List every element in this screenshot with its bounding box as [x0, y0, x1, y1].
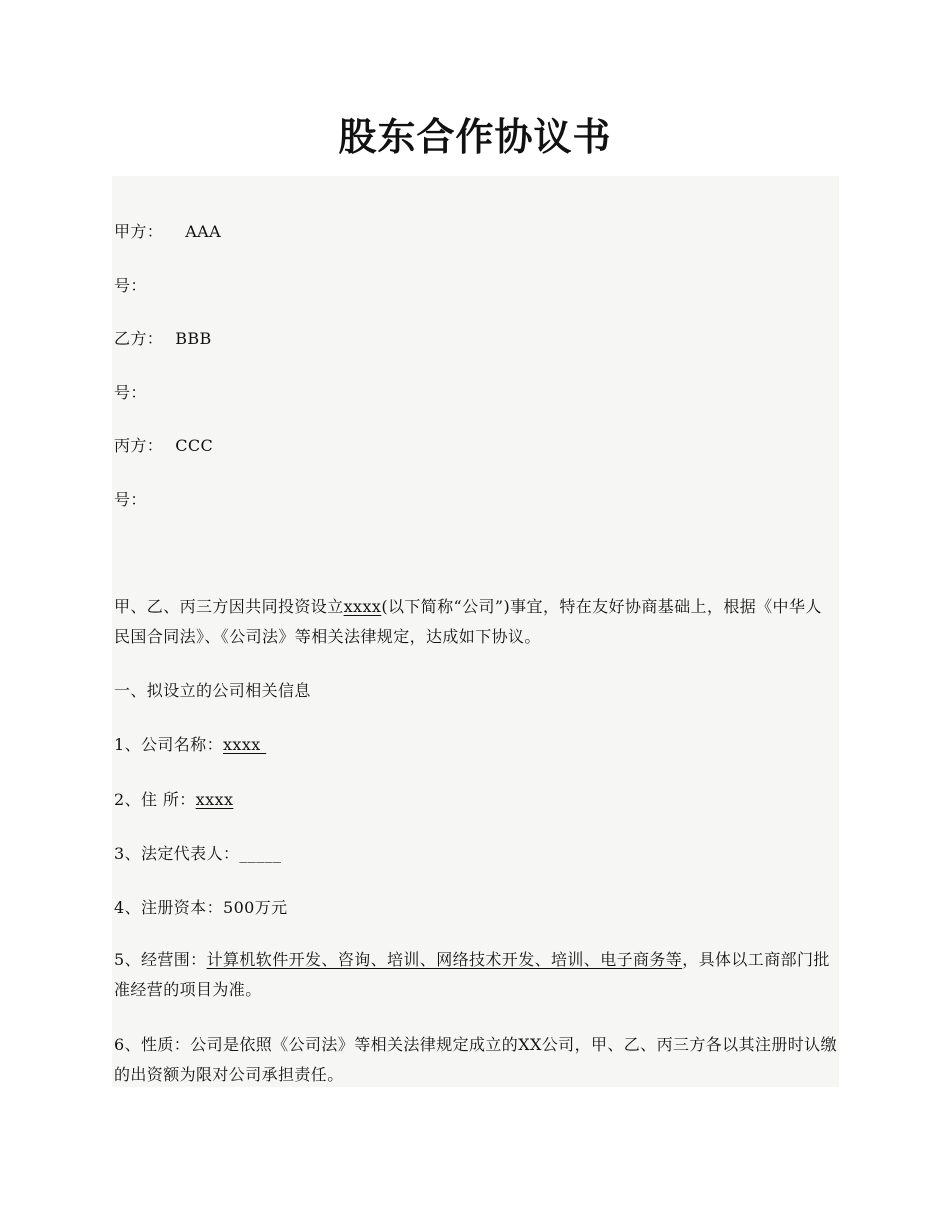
- capital-value: 500万元: [222, 898, 288, 917]
- party-c-line: [114, 436, 213, 456]
- party-a-line: [114, 222, 221, 242]
- address-label: 2、住 所：: [114, 790, 196, 809]
- intro-paragraph: [114, 592, 838, 652]
- intro-part2: (以下简称“公司”)事宜，特在友好协商基础上，根据《中华人民国合同法》、《公司法》等相关法律规定，达成如下协议。: [114, 597, 822, 646]
- business-scope-tail: ，具体以工商部门批准经营的项目为准。: [114, 950, 830, 999]
- company-name-line: [114, 735, 266, 755]
- nature-paragraph: [114, 1030, 838, 1090]
- party-a-name: AAA: [185, 222, 222, 241]
- legal-rep-line: [114, 844, 281, 864]
- capital-label: 4、注册资本：: [114, 898, 223, 917]
- section1-heading: 一、拟设立的公司相关信息: [114, 681, 311, 700]
- company-name-label: 1、公司名称：: [114, 735, 223, 754]
- party-b-label: 乙方：: [114, 329, 164, 348]
- business-scope-paragraph: [114, 945, 838, 1005]
- address-value: xxxx: [195, 790, 234, 809]
- legal-rep-label: 3、法定代表人：: [114, 844, 240, 863]
- party-b-id-label: 号：: [114, 383, 147, 402]
- address-line: [114, 790, 233, 810]
- party-b-line: [114, 329, 212, 349]
- intro-company-name: xxxx: [343, 597, 382, 616]
- intro-part1: 甲、乙、丙三方因共同投资设立: [114, 597, 344, 616]
- company-name-value: xxxx: [222, 735, 267, 754]
- capital-line: [114, 898, 288, 918]
- party-c-label: 丙方：: [114, 436, 164, 455]
- business-scope-label: 5、经营围：: [114, 950, 207, 969]
- party-c-id-label: 号：: [114, 490, 147, 509]
- nature-value: 公司是依照《公司法》等相关法律规定成立的XX公司，甲、乙、丙三方各以其注册时认缴的出资额为限对公司承担责任。: [114, 1035, 837, 1084]
- party-a-label: 甲方：: [114, 222, 164, 241]
- legal-rep-value: _____: [239, 844, 282, 863]
- party-b-name: BBB: [175, 329, 212, 348]
- party-a-id-label: 号：: [114, 276, 147, 295]
- party-c-name: CCC: [175, 436, 214, 455]
- document-title: 股东合作协议书: [338, 114, 612, 159]
- nature-label: 6、性质：: [114, 1035, 191, 1054]
- business-scope-value: 计算机软件开发、咨询、培训、网络技术开发、培训、电子商务等: [206, 950, 683, 969]
